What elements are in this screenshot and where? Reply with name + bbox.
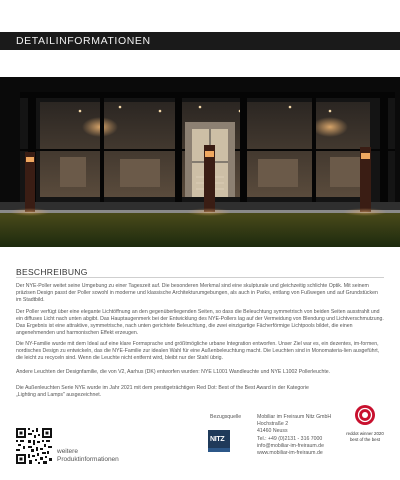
description-paragraph-3: Die NY-Familie wurde mit dem Ideal auf eine klare Formsprache und größtmögliche urbane Integration entworfen. Unser Ziel war es, ein dezentes, im-formen, nordisches Design zu entwickeln, das die NYE-Familie zur idealen Wahl für eine Außenbeleuchtung macht. Die Leuchten sind in Monomateria-lien ausgeführt, die leicht zu recyceln sind. Wenn die Leuchte nicht entfernt wird, bleibt nur der Stahl übrig. [16, 341, 380, 361]
supplier-company: Mobiliar im Freiraum Nitz GmbH [257, 414, 332, 420]
supplier-website-link[interactable]: www.mobiliar-im-freiraum.de [257, 450, 323, 457]
qr-code-icon [16, 428, 52, 464]
supplier-address [257, 414, 331, 457]
supplier-email-link[interactable]: info@mobiliar-im-freiraum.de [257, 442, 324, 449]
description-heading: BESCHREIBUNG [16, 267, 88, 277]
supplier-logo-text: NITZ [210, 436, 225, 443]
section-header-bar [0, 32, 400, 50]
description-paragraph-4: Andere Leuchten der Designfamilie, die von V2, Aarhus (DK) entworfen wurden: NYE L1001 Wandleuchte und NYE L1002 Pollerleuchte. [16, 369, 331, 375]
product-photo-scene [0, 77, 400, 247]
description-paragraph-5: Die Außenleuchten Serie NYE wurde im Jahr 2021 mit dem prestigeträchtigen Red Dot: Best of the Best Award in der Kategorie „Lighting and Lamps" ausgezeichnet. [16, 385, 309, 398]
award-title: reddot winner 2020 [346, 431, 384, 436]
supplier-logo-stripe [208, 448, 230, 452]
description-paragraph-2: Der Poller verfügt über eine elegante Lichtöffnung an den gegenüberliegenden Seiten, so dass die Beleuchtung symmetrisch von beiden Seiten ausstrahlt und ein diffuses Licht nach unten abgibt. Das Hauptaugenmerk bei der Entwicklung des NYE-Pollers lag auf der Vermeidung von Blendung und Lichtverschmutzung. Das Ergebnis ist eine attraktive, symmetrische, nach unten gerichtete Beleuchtung, die zwei einzigartige Fächerförmige Lichtpools bildet, die einen angenehmenden und harmonischen Effekt erzeugen. [16, 309, 384, 336]
qr-label-line-1: weitere [57, 448, 78, 455]
supplier-street: Hochstraße 2 [257, 421, 289, 428]
section-header-title: DETAILINFORMATIONEN [16, 35, 151, 47]
qr-label-line-2: Produktinformationen [57, 456, 119, 463]
award-subtitle: best of the best [349, 436, 381, 442]
qr-code[interactable] [16, 428, 52, 464]
reddot-award-badge [342, 404, 388, 442]
supplier-label: Bezugsquelle [210, 414, 242, 420]
reddot-icon [354, 404, 376, 426]
description-paragraph-1: Der NYE-Poller weitet seine Umgebung zu einer Tageszeit auf. Die besonderen Merkmal sind eine skulpturale und gleichzeitig schlichte Optik. Mit seinem präzisen Design passt der Poller sowohl in moderne und klassische Architekturumgebungen, als auch in Parks, entlang von Fußwegen und auf Grundstücken im Stadtbild. [16, 283, 378, 303]
supplier-phone: Tel.: +49 (0)2131 - 316 7000 [257, 435, 323, 442]
supplier-city: 41460 Neuss [257, 428, 288, 435]
supplier-logo [208, 430, 230, 452]
qr-code-label [57, 448, 119, 464]
description-divider [16, 277, 384, 278]
product-photo [0, 77, 400, 247]
